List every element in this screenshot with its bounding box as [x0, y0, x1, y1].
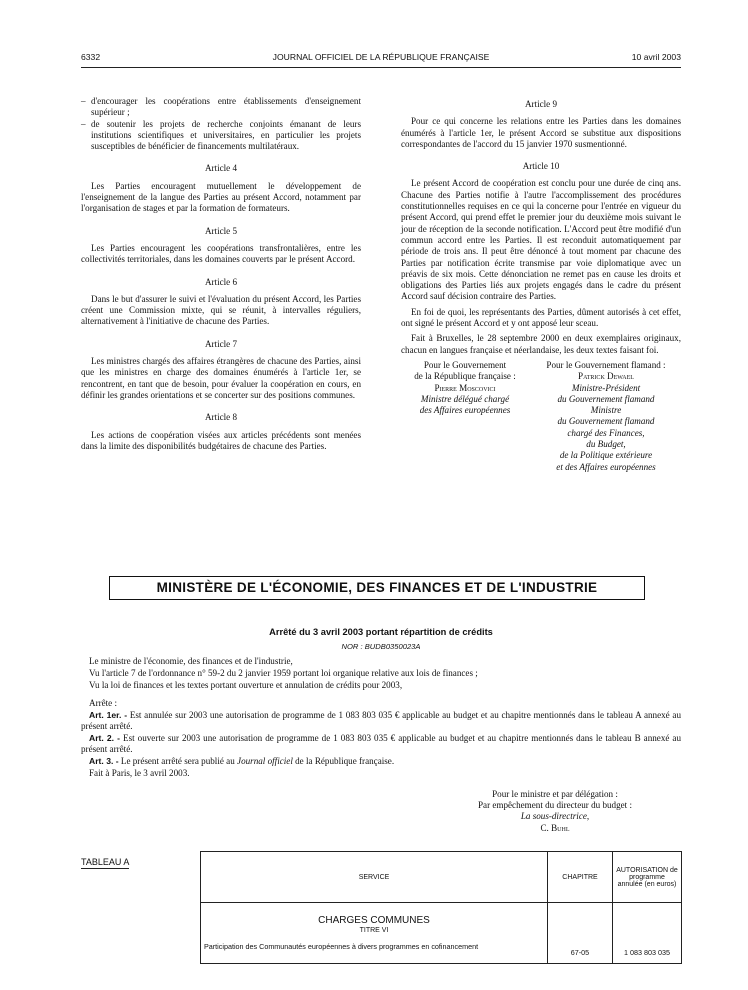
- amount-cell: 1 083 803 035: [613, 903, 682, 964]
- arrete-article: Art. 3. - Le présent arrêté sera publié au Journal officiel de la République française.: [89, 756, 395, 766]
- article-text: Pour ce qui concerne les relations entre les Parties dans les domaines énumérés à l'article 1er, le présent Accord se substitue aux dispositions correspondantes de l'accord du 15 janvier 1970 susmentionné.: [401, 116, 681, 149]
- arrete-article: Art. 2. - Est ouverte sur 2003 une autorisation de programme de 1 083 803 035 € applicable au budget et au chapitre mentionnés dans le tableau B annexé au présent arrêté.: [81, 733, 681, 754]
- arrete-label: Arrête :: [89, 698, 118, 708]
- section-subtitle: TITRE VI: [359, 927, 389, 934]
- table-header: [201, 852, 682, 903]
- arrete-body: [81, 656, 681, 780]
- arrete-article: Art. 1er. - Est annulée sur 2003 une autorisation de programme de 1 083 803 035 € applicable au budget et au chapitre mentionnés dans le tableau A annexé au présent arrêté.: [81, 710, 681, 731]
- signature-flanders: Pour le Gouvernement flamand : Patrick Dewael Ministre-Président du Gouvernement flamand Ministre du Gouvernement flamand chargé des Finances, du Budget, de la Politique extérieure et des Affaires européennes: [531, 360, 681, 473]
- chapitre-cell: 67-05: [548, 903, 613, 964]
- article-heading: Article 4: [204, 163, 238, 174]
- right-column: [401, 85, 681, 473]
- signature-france: Pour le Gouvernement de la République française : Pierre Moscovici Ministre délégué chargé des Affaires européennes: [401, 360, 529, 473]
- article-text: Le présent Accord de coopération est conclu pour une durée de cinq ans. Chacune des Parties notifie à l'autre l'accomplissement des procédures constitutionnelles requises en ce qui la concerne pour l'entrée en vigueur du présent Accord, qui prend effet le premier jour du deuxième mois suivant le jour de réception de la seconde notification. L'Accord peut être modifié d'un commun accord entre les Parties. Il est reconduit automatiquement par période de trois ans. Il peut être dénoncé à tout moment par chacune des Parties par notification écrite transmise par voie diplomatique avec un préavis de six mois. Cette dénonciation ne remet pas en cause les droits et obligations des Parties liés aux projets engagés dans le cadre du présent Accord sauf décision contraire des Parties.: [401, 178, 681, 302]
- delegation-signature: Pour le ministre et par délégation : Par empêchement du directeur du budget : La sous-directrice, C. Buhl: [420, 789, 690, 834]
- column-header-autorisation: AUTORISATION de programme annulée (en euros): [613, 852, 682, 903]
- intro-line: Vu l'article 7 de l'ordonnance n° 59-2 du 2 janvier 1959 portant loi organique relative aux lois de finances ;: [89, 668, 478, 678]
- intro-line: Vu la loi de finances et les textes portant ouverture et annulation de crédits pour 2003,: [89, 680, 403, 690]
- article-heading: Article 8: [204, 412, 238, 423]
- nor-reference: NOR : BUDB0350023A: [341, 642, 421, 651]
- page-number: 6332: [81, 52, 101, 62]
- service-cell: Participation des Communautés européennes à divers programmes en cofinancement: [204, 942, 479, 951]
- article-text: Les ministres chargés des affaires étrangères de chacune des Parties, ainsi que les ministres en charge des domaines énumérés à l'article 1er, se rencontrent, en tant que de besoin, pour évaluer la coopération en cours, en définir les grandes orientations et se concerter sur des positions communes.: [81, 356, 361, 400]
- list-item: – d'encourager les coopérations entre établissements d'enseignement supérieur ;: [81, 96, 361, 118]
- article-heading: Article 9: [524, 99, 558, 109]
- allocation-table: [200, 851, 682, 964]
- issue-date: 10 avril 2003: [631, 52, 681, 62]
- left-column: [81, 96, 361, 456]
- section-title: CHARGES COMMUNES: [318, 915, 430, 926]
- signatory-name: C. Buhl: [540, 822, 570, 833]
- article-heading: Article 6: [204, 276, 238, 287]
- signatory-name: Patrick Dewael: [578, 371, 634, 382]
- article-text: Les Parties encouragent mutuellement le développement de l'enseignement de la langue des Parties au présent Accord, notamment par l'organisation de stages et par la formation de formateurs.: [81, 180, 361, 214]
- article-text: Dans le but d'assurer le suivi et l'évaluation du présent Accord, les Parties créent une Commission mixte, qui se réunit, à intervalles réguliers, alternativement à l'initiative de chacune des Parties.: [81, 293, 361, 327]
- article-heading: Article 5: [204, 225, 238, 236]
- journal-title: JOURNAL OFFICIEL DE LA RÉPUBLIQUE FRANÇAISE: [272, 52, 490, 62]
- arrete-title: Arrêté du 3 avril 2003 portant répartition de crédits: [269, 627, 493, 637]
- page-header: [81, 52, 681, 66]
- signatory-name: Pierre Moscovici: [434, 382, 496, 393]
- fait-line: Fait à Paris, le 3 avril 2003.: [89, 768, 190, 778]
- table-row: [201, 903, 682, 964]
- article-heading: Article 10: [522, 161, 560, 172]
- article-text: Les actions de coopération visées aux articles précédents sont menées dans la limite des disponibilités budgétaires de chacune des Parties.: [81, 429, 361, 451]
- table-label: TABLEAU A: [81, 857, 130, 867]
- article-text: Fait à Bruxelles, le 28 septembre 2000 en deux exemplaires originaux, chacun en langues française et néerlandaise, les deux textes faisant foi.: [401, 333, 681, 355]
- ministry-heading: MINISTÈRE DE L'ÉCONOMIE, DES FINANCES ET DE L'INDUSTRIE: [109, 576, 645, 600]
- column-header-service: SERVICE: [201, 852, 548, 903]
- signatures: [401, 360, 681, 473]
- list-item: – de soutenir les projets de recherche conjoints émanant de leurs institutions scientifiques et universitaires, en particulier les projets susceptibles de bénéficier de financements multilatéraux.: [81, 118, 361, 152]
- article-heading: Article 7: [204, 338, 238, 349]
- intro-line: Le ministre de l'économie, des finances et de l'industrie,: [89, 656, 293, 666]
- header-rule: [81, 67, 681, 68]
- article-text: En foi de quoi, les représentants des Parties, dûment autorisés à cet effet, ont signé le présent Accord et y ont apposé leur sceau.: [401, 306, 681, 329]
- article-text: Les Parties encouragent les coopérations transfrontalières, entre les collectivités territoriales, dans les domaines couverts par le présent Accord.: [81, 242, 361, 265]
- column-header-chapitre: CHAPITRE: [548, 852, 613, 903]
